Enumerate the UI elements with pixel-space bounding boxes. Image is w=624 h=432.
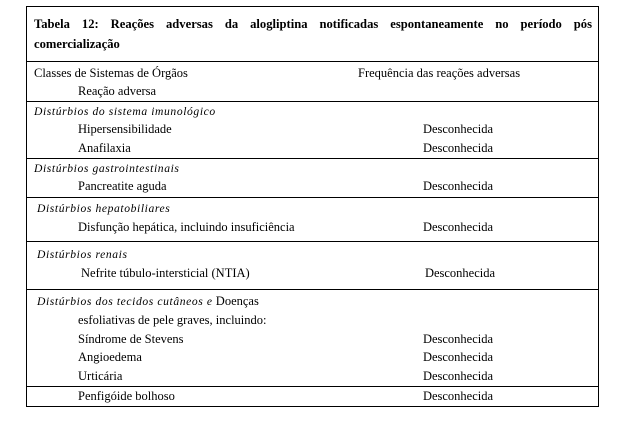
category-label-continuation: esfoliativas de pele graves, incluindo:: [78, 313, 267, 327]
header-frequency: Frequência das reações adversas: [358, 66, 521, 80]
row-divider: [26, 158, 599, 159]
reaction-cell: Hipersensibilidade: [78, 122, 172, 136]
row-divider: [26, 241, 599, 242]
frequency-cell: Desconhecida: [422, 141, 494, 155]
frequency-cell: Desconhecida: [422, 122, 494, 136]
header-organ-class: Classes de Sistemas de Órgãos: [34, 66, 188, 80]
reaction-cell: Penfigóide bolhoso: [78, 389, 175, 403]
caption-divider: [26, 61, 599, 62]
frequency-cell: Desconhecida: [422, 389, 494, 403]
reaction-cell: Nefrite túbulo-intersticial (NTIA): [81, 266, 250, 280]
category-label: Distúrbios hepatobiliares: [37, 202, 171, 215]
reaction-cell: Síndrome de Stevens: [78, 332, 184, 346]
header-divider: [26, 101, 599, 102]
row-divider: [26, 197, 599, 198]
table-caption-line1: Tabela 12: Reações adversas da alogliptina notificadas espontaneamente no período pós: [34, 17, 592, 31]
category-label-italic: Distúrbios dos tecidos cutâneos e: [37, 295, 213, 308]
category-label-rest: Doenças: [215, 294, 259, 308]
reaction-cell: Anafilaxia: [78, 141, 131, 155]
frequency-cell: Desconhecida: [422, 179, 494, 193]
reaction-cell: Urticária: [78, 369, 123, 383]
category-label: Distúrbios gastrointestinais: [34, 162, 180, 175]
category-label: Distúrbios do sistema imunológico: [34, 105, 216, 118]
table-caption-line2: comercialização: [34, 37, 120, 51]
frequency-cell: Desconhecida: [422, 350, 494, 364]
frequency-cell: Desconhecida: [424, 266, 496, 280]
category-label: Distúrbios renais: [37, 248, 128, 261]
frequency-cell: Desconhecida: [422, 332, 494, 346]
category-label-skin: [37, 294, 259, 309]
header-adverse-reaction: Reação adversa: [78, 84, 157, 98]
frequency-cell: Desconhecida: [422, 369, 494, 383]
reaction-cell: Disfunção hepática, incluindo insuficiência: [78, 220, 295, 234]
row-divider: [26, 289, 599, 290]
row-divider: [26, 386, 599, 387]
reaction-cell: Pancreatite aguda: [78, 179, 167, 193]
reaction-cell: Angioedema: [78, 350, 142, 364]
frequency-cell: Desconhecida: [422, 220, 494, 234]
